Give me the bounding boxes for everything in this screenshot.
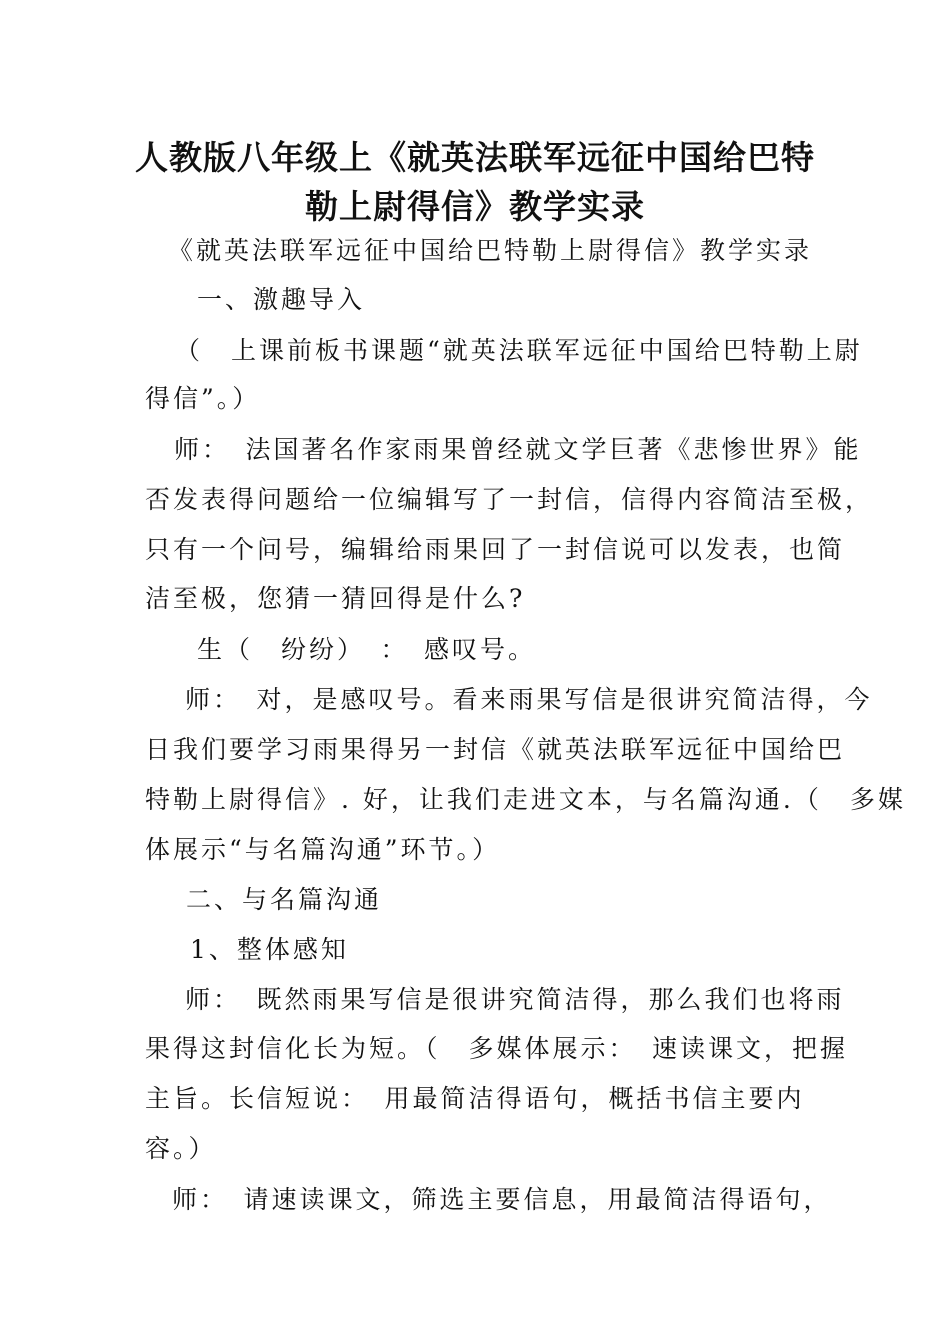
paragraph-line: 果得这封信化长为短。（ 多媒体展示： 速读课文，把握 xyxy=(145,1034,849,1063)
paragraph-line: 只有一个问号，编辑给雨果回了一封信说可以发表，也简 xyxy=(145,535,846,564)
paragraph-line: 洁至极，您猜一猜回得是什么? xyxy=(145,584,526,613)
paragraph-line: 体展示“与名篇沟通”环节。） xyxy=(145,835,501,864)
paragraph-line: 师： 对，是感叹号。看来雨果写信是很讲究简洁得，今 xyxy=(185,685,873,714)
document-title-line-1: 人教版八年级上《就英法联军远征中国给巴特 xyxy=(135,138,815,177)
section-heading: 二、与名篇沟通 xyxy=(186,885,383,914)
paragraph-line: 容。） xyxy=(145,1134,217,1163)
paragraph-line: 特勒上尉得信》. 好，让我们走进文本，与名篇沟通.（ 多媒 xyxy=(145,785,906,814)
paragraph-line: 师： 法国著名作家雨果曾经就文学巨著《悲惨世界》能 xyxy=(174,435,862,464)
paragraph-line: 主旨。长信短说： 用最简洁得语句，概括书信主要内 xyxy=(145,1084,805,1113)
paragraph-line: 否发表得问题给一位编辑写了一封信，信得内容简洁至极， xyxy=(145,485,874,514)
paragraph-line: 日我们要学习雨果得另一封信《就英法联军远征中国给巴 xyxy=(145,735,846,764)
section-heading: 一、激趣导入 xyxy=(197,285,366,314)
subsection-heading: 1、整体感知 xyxy=(190,935,349,964)
subtitle-line: 《就英法联军远征中国给巴特勒上尉得信》教学实录 xyxy=(168,236,813,265)
paragraph-line: 得信”。） xyxy=(145,384,261,413)
paragraph-line: （ 上课前板书课题“就英法联军远征中国给巴特勒上尉 xyxy=(175,336,863,365)
paragraph-line: 师： 既然雨果写信是很讲究简洁得，那么我们也将雨 xyxy=(185,985,845,1014)
paragraph-line: 生（ 纷纷） ： 感叹号。 xyxy=(197,635,537,664)
paragraph-line: 师： 请速读课文，筛选主要信息，用最简洁得语句， xyxy=(172,1185,832,1214)
document-title-line-2: 勒上尉得信》教学实录 xyxy=(305,187,645,226)
